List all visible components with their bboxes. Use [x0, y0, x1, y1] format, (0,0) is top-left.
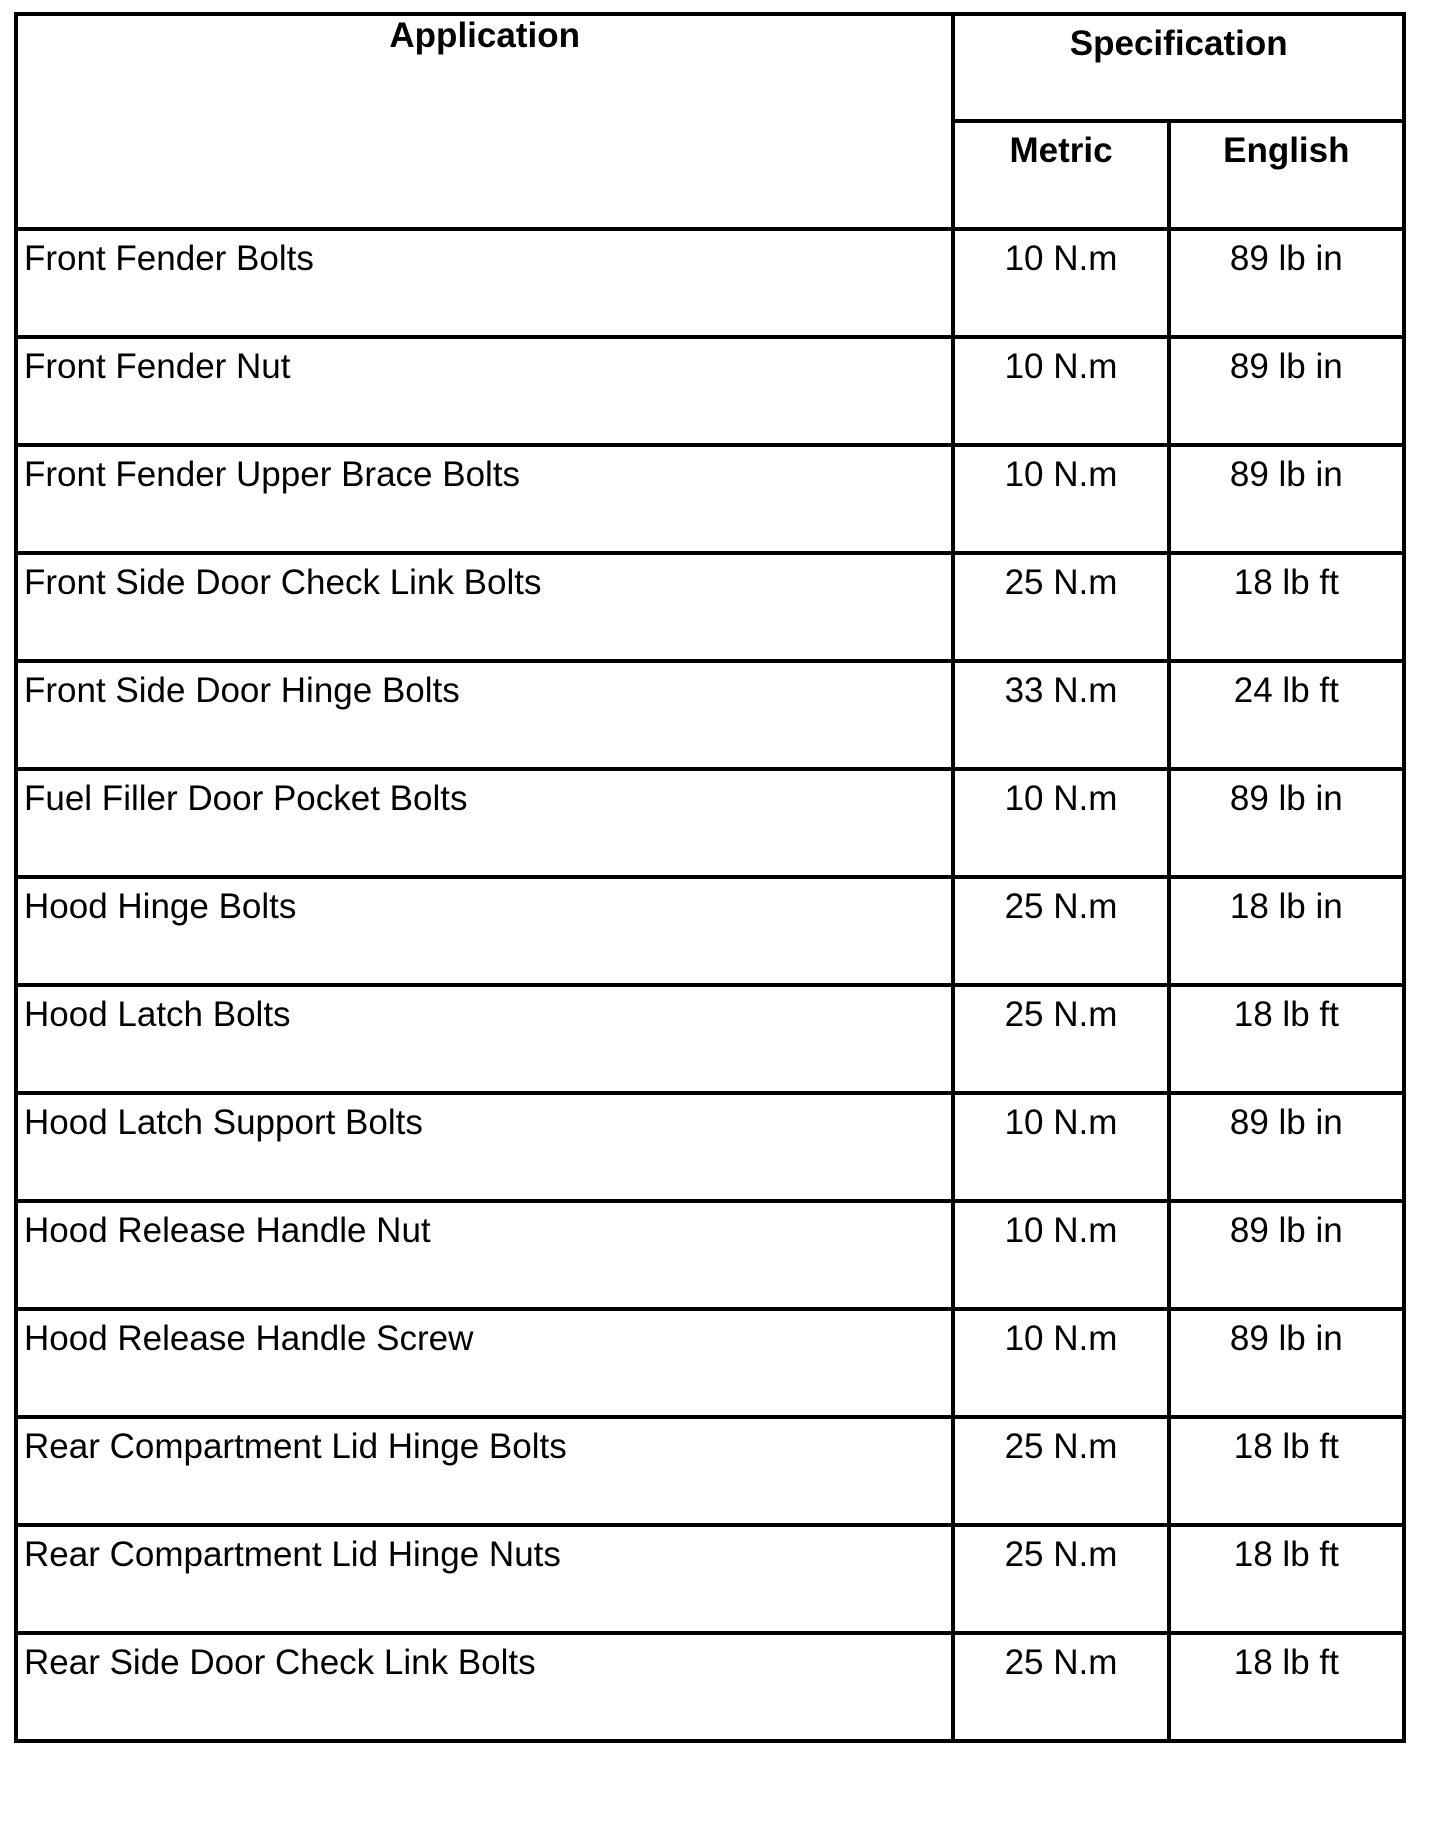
- english-cell-text: 89 lb in: [1229, 239, 1343, 278]
- application-cell-text: Front Side Door Check Link Bolts: [24, 563, 542, 602]
- application-cell-text: Fuel Filler Door Pocket Bolts: [24, 779, 468, 818]
- metric-cell: [953, 1417, 1168, 1525]
- english-cell-text: 18 lb ft: [1233, 563, 1339, 602]
- english-cell: [1169, 1201, 1404, 1309]
- table-row: [16, 1417, 1404, 1525]
- metric-cell-text: 10 N.m: [1004, 239, 1118, 278]
- english-cell: [1169, 1093, 1404, 1201]
- english-cell-text: 18 lb in: [1229, 887, 1343, 926]
- application-cell: [16, 1309, 953, 1417]
- table-row: [16, 229, 1404, 337]
- application-cell: [16, 553, 953, 661]
- metric-cell-text: 10 N.m: [1004, 1319, 1118, 1358]
- metric-cell-text: 10 N.m: [1004, 779, 1118, 818]
- english-cell: [1169, 553, 1404, 661]
- metric-cell: [953, 1525, 1168, 1633]
- english-cell-text: 89 lb in: [1229, 779, 1343, 818]
- application-cell: [16, 877, 953, 985]
- fastener-spec-table: [14, 12, 1406, 1743]
- english-cell: [1169, 1525, 1404, 1633]
- english-header: English: [1169, 121, 1404, 229]
- english-cell-text: 18 lb ft: [1233, 1535, 1339, 1574]
- table-row: [16, 1633, 1404, 1741]
- english-cell-text: 89 lb in: [1229, 455, 1343, 494]
- metric-cell-text: 25 N.m: [1004, 1427, 1118, 1466]
- application-cell-text: Front Fender Nut: [24, 347, 291, 386]
- metric-cell: [953, 769, 1168, 877]
- metric-cell-text: 10 N.m: [1004, 347, 1118, 386]
- table-body: [16, 229, 1404, 1741]
- header-row-top: [16, 14, 1404, 121]
- application-cell: [16, 1633, 953, 1741]
- english-cell-text: 18 lb ft: [1233, 995, 1339, 1034]
- application-cell: [16, 445, 953, 553]
- metric-cell-text: 25 N.m: [1004, 1535, 1118, 1574]
- application-cell: [16, 985, 953, 1093]
- metric-cell: [953, 877, 1168, 985]
- metric-header: Metric: [953, 121, 1168, 229]
- english-cell-text: 24 lb ft: [1233, 671, 1339, 710]
- application-cell-text: Front Fender Bolts: [24, 239, 314, 278]
- english-cell-text: 18 lb ft: [1233, 1643, 1339, 1682]
- metric-cell-text: 25 N.m: [1004, 563, 1118, 602]
- application-cell-text: Hood Latch Bolts: [24, 995, 291, 1034]
- application-cell-text: Hood Hinge Bolts: [24, 887, 297, 926]
- english-cell-text: 89 lb in: [1229, 1319, 1343, 1358]
- application-header: Application: [16, 14, 953, 229]
- table-row: [16, 877, 1404, 985]
- english-cell: [1169, 445, 1404, 553]
- table-row: [16, 661, 1404, 769]
- metric-cell: [953, 985, 1168, 1093]
- table-row: [16, 445, 1404, 553]
- table-row: [16, 985, 1404, 1093]
- metric-cell: [953, 1633, 1168, 1741]
- application-cell-text: Front Side Door Hinge Bolts: [24, 671, 460, 710]
- application-cell-text: Hood Latch Support Bolts: [24, 1103, 423, 1142]
- table-row: [16, 1201, 1404, 1309]
- application-cell: [16, 661, 953, 769]
- application-cell-text: Rear Compartment Lid Hinge Bolts: [24, 1427, 567, 1466]
- english-cell: [1169, 661, 1404, 769]
- application-cell: [16, 769, 953, 877]
- english-cell: [1169, 1309, 1404, 1417]
- application-cell-text: Rear Compartment Lid Hinge Nuts: [24, 1535, 561, 1574]
- metric-cell: [953, 337, 1168, 445]
- metric-cell-text: 25 N.m: [1004, 995, 1118, 1034]
- english-cell-text: 89 lb in: [1229, 347, 1343, 386]
- english-cell: [1169, 1417, 1404, 1525]
- metric-cell-text: 25 N.m: [1004, 1643, 1118, 1682]
- table-row: [16, 1525, 1404, 1633]
- application-cell-text: Front Fender Upper Brace Bolts: [24, 455, 521, 494]
- metric-cell-text: 25 N.m: [1004, 887, 1118, 926]
- table-row: [16, 1309, 1404, 1417]
- metric-cell: [953, 553, 1168, 661]
- application-cell: [16, 1417, 953, 1525]
- application-cell: [16, 229, 953, 337]
- table-header: [16, 14, 1404, 229]
- metric-cell-text: 10 N.m: [1004, 1211, 1118, 1250]
- english-cell: [1169, 769, 1404, 877]
- metric-cell: [953, 661, 1168, 769]
- metric-cell-text: 33 N.m: [1004, 671, 1118, 710]
- table-row: [16, 1093, 1404, 1201]
- english-cell: [1169, 337, 1404, 445]
- metric-cell-text: 10 N.m: [1004, 455, 1118, 494]
- metric-cell: [953, 445, 1168, 553]
- application-cell: [16, 1525, 953, 1633]
- english-cell: [1169, 985, 1404, 1093]
- metric-cell: [953, 1309, 1168, 1417]
- specification-header: Specification: [953, 14, 1404, 121]
- metric-cell: [953, 229, 1168, 337]
- metric-cell-text: 10 N.m: [1004, 1103, 1118, 1142]
- table-row: [16, 769, 1404, 877]
- application-cell: [16, 1201, 953, 1309]
- english-cell: [1169, 229, 1404, 337]
- application-cell: [16, 337, 953, 445]
- application-cell-text: Rear Side Door Check Link Bolts: [24, 1643, 536, 1682]
- table-row: [16, 553, 1404, 661]
- application-cell-text: Hood Release Handle Nut: [24, 1211, 431, 1250]
- english-cell: [1169, 1633, 1404, 1741]
- application-cell: [16, 1093, 953, 1201]
- metric-cell: [953, 1201, 1168, 1309]
- english-cell-text: 18 lb ft: [1233, 1427, 1339, 1466]
- english-cell-text: 89 lb in: [1229, 1103, 1343, 1142]
- metric-cell: [953, 1093, 1168, 1201]
- english-cell-text: 89 lb in: [1229, 1211, 1343, 1250]
- table-row: [16, 337, 1404, 445]
- english-cell: [1169, 877, 1404, 985]
- application-cell-text: Hood Release Handle Screw: [24, 1319, 474, 1358]
